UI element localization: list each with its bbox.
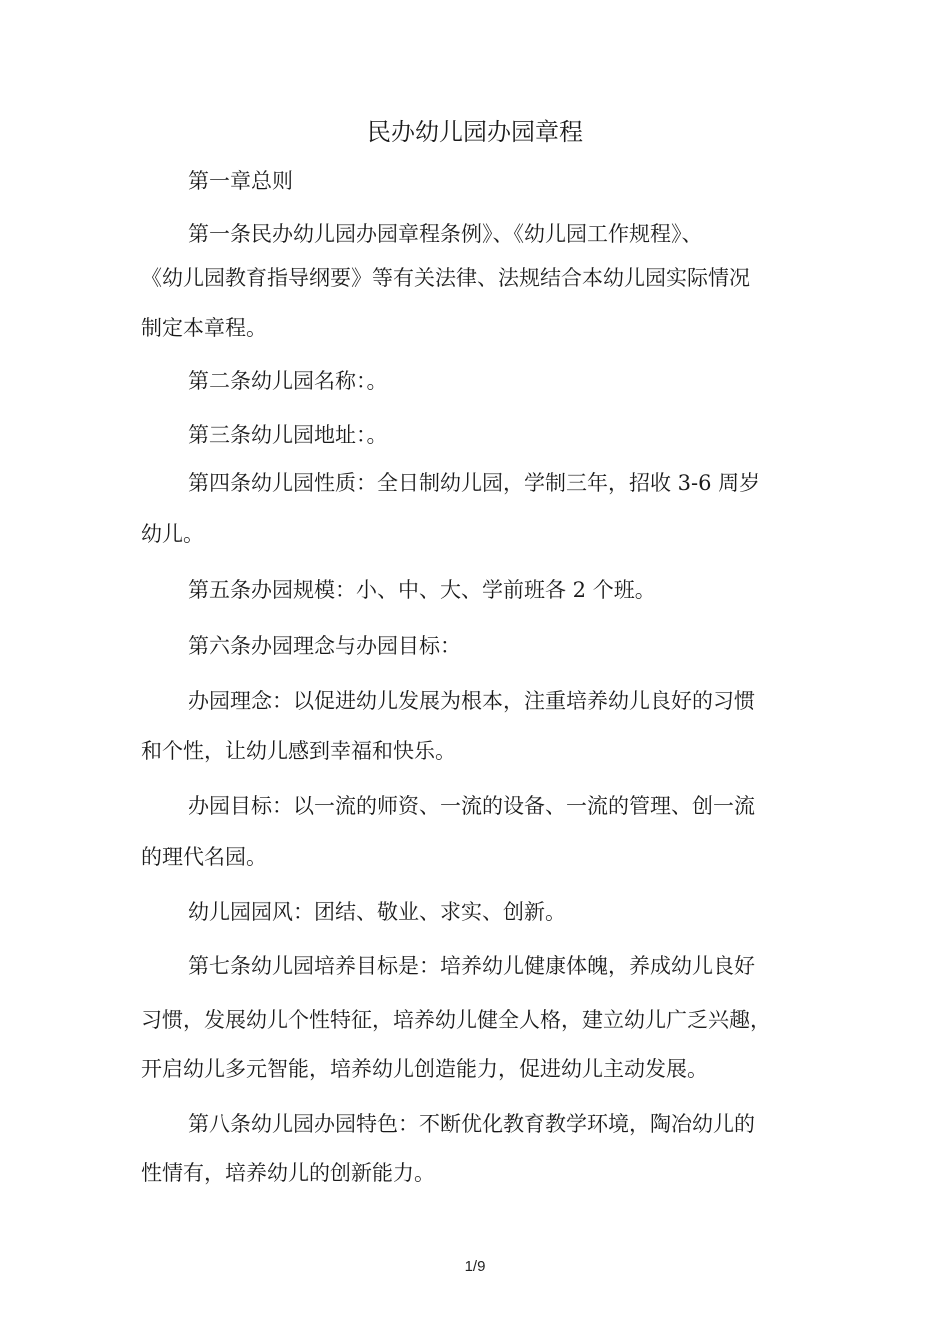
- chapter-heading: 第一章总则: [188, 169, 293, 193]
- paragraph-line: 第三条幼儿园地址：。: [188, 423, 388, 447]
- paragraph-line: 办园目标：以一流的师资、一流的设备、一流的管理、创一流: [188, 794, 755, 818]
- paragraph-line: 第五条办园规模：小、中、大、学前班各 2 个班。: [188, 578, 656, 602]
- paragraph-line: 的理代名园。: [141, 845, 267, 869]
- paragraph-line: 第一条民办幼儿园办园章程条例》、《幼儿园工作规程》、: [188, 222, 703, 246]
- paragraph-line: 习惯，发展幼儿个性特征，培养幼儿健全人格，建立幼儿广乏兴趣，: [141, 1008, 771, 1032]
- paragraph-line: 办园理念：以促进幼儿发展为根本，注重培养幼儿良好的习惯: [188, 689, 755, 713]
- paragraph-line: 性情有，培养幼儿的创新能力。: [141, 1161, 435, 1185]
- paragraph-line: 《幼儿园教育指导纲要》等有关法律、法规结合本幼儿园实际情况: [141, 266, 750, 290]
- paragraph-line: 第二条幼儿园名称：。: [188, 369, 388, 393]
- page-number: 1/9: [464, 1258, 486, 1275]
- paragraph-line: 和个性，让幼儿感到幸福和快乐。: [141, 739, 456, 763]
- paragraph-line: 第七条幼儿园培养目标是：培养幼儿健康体魄，养成幼儿良好: [188, 954, 755, 978]
- paragraph-line: 第八条幼儿园办园特色：不断优化教育教学环境，陶冶幼儿的: [188, 1112, 755, 1136]
- paragraph-line: 第六条办园理念与办园目标：: [188, 634, 461, 658]
- document-title: 民办幼儿园办园章程: [367, 118, 583, 146]
- paragraph-line: 幼儿。: [141, 522, 204, 546]
- paragraph-line: 制定本章程。: [141, 316, 267, 340]
- paragraph-line: 幼儿园园风：团结、敬业、求实、创新。: [188, 900, 566, 924]
- paragraph-line: 开启幼儿多元智能，培养幼儿创造能力，促进幼儿主动发展。: [141, 1057, 708, 1081]
- paragraph-line: 第四条幼儿园性质：全日制幼儿园，学制三年，招收 3-6 周岁: [188, 471, 761, 495]
